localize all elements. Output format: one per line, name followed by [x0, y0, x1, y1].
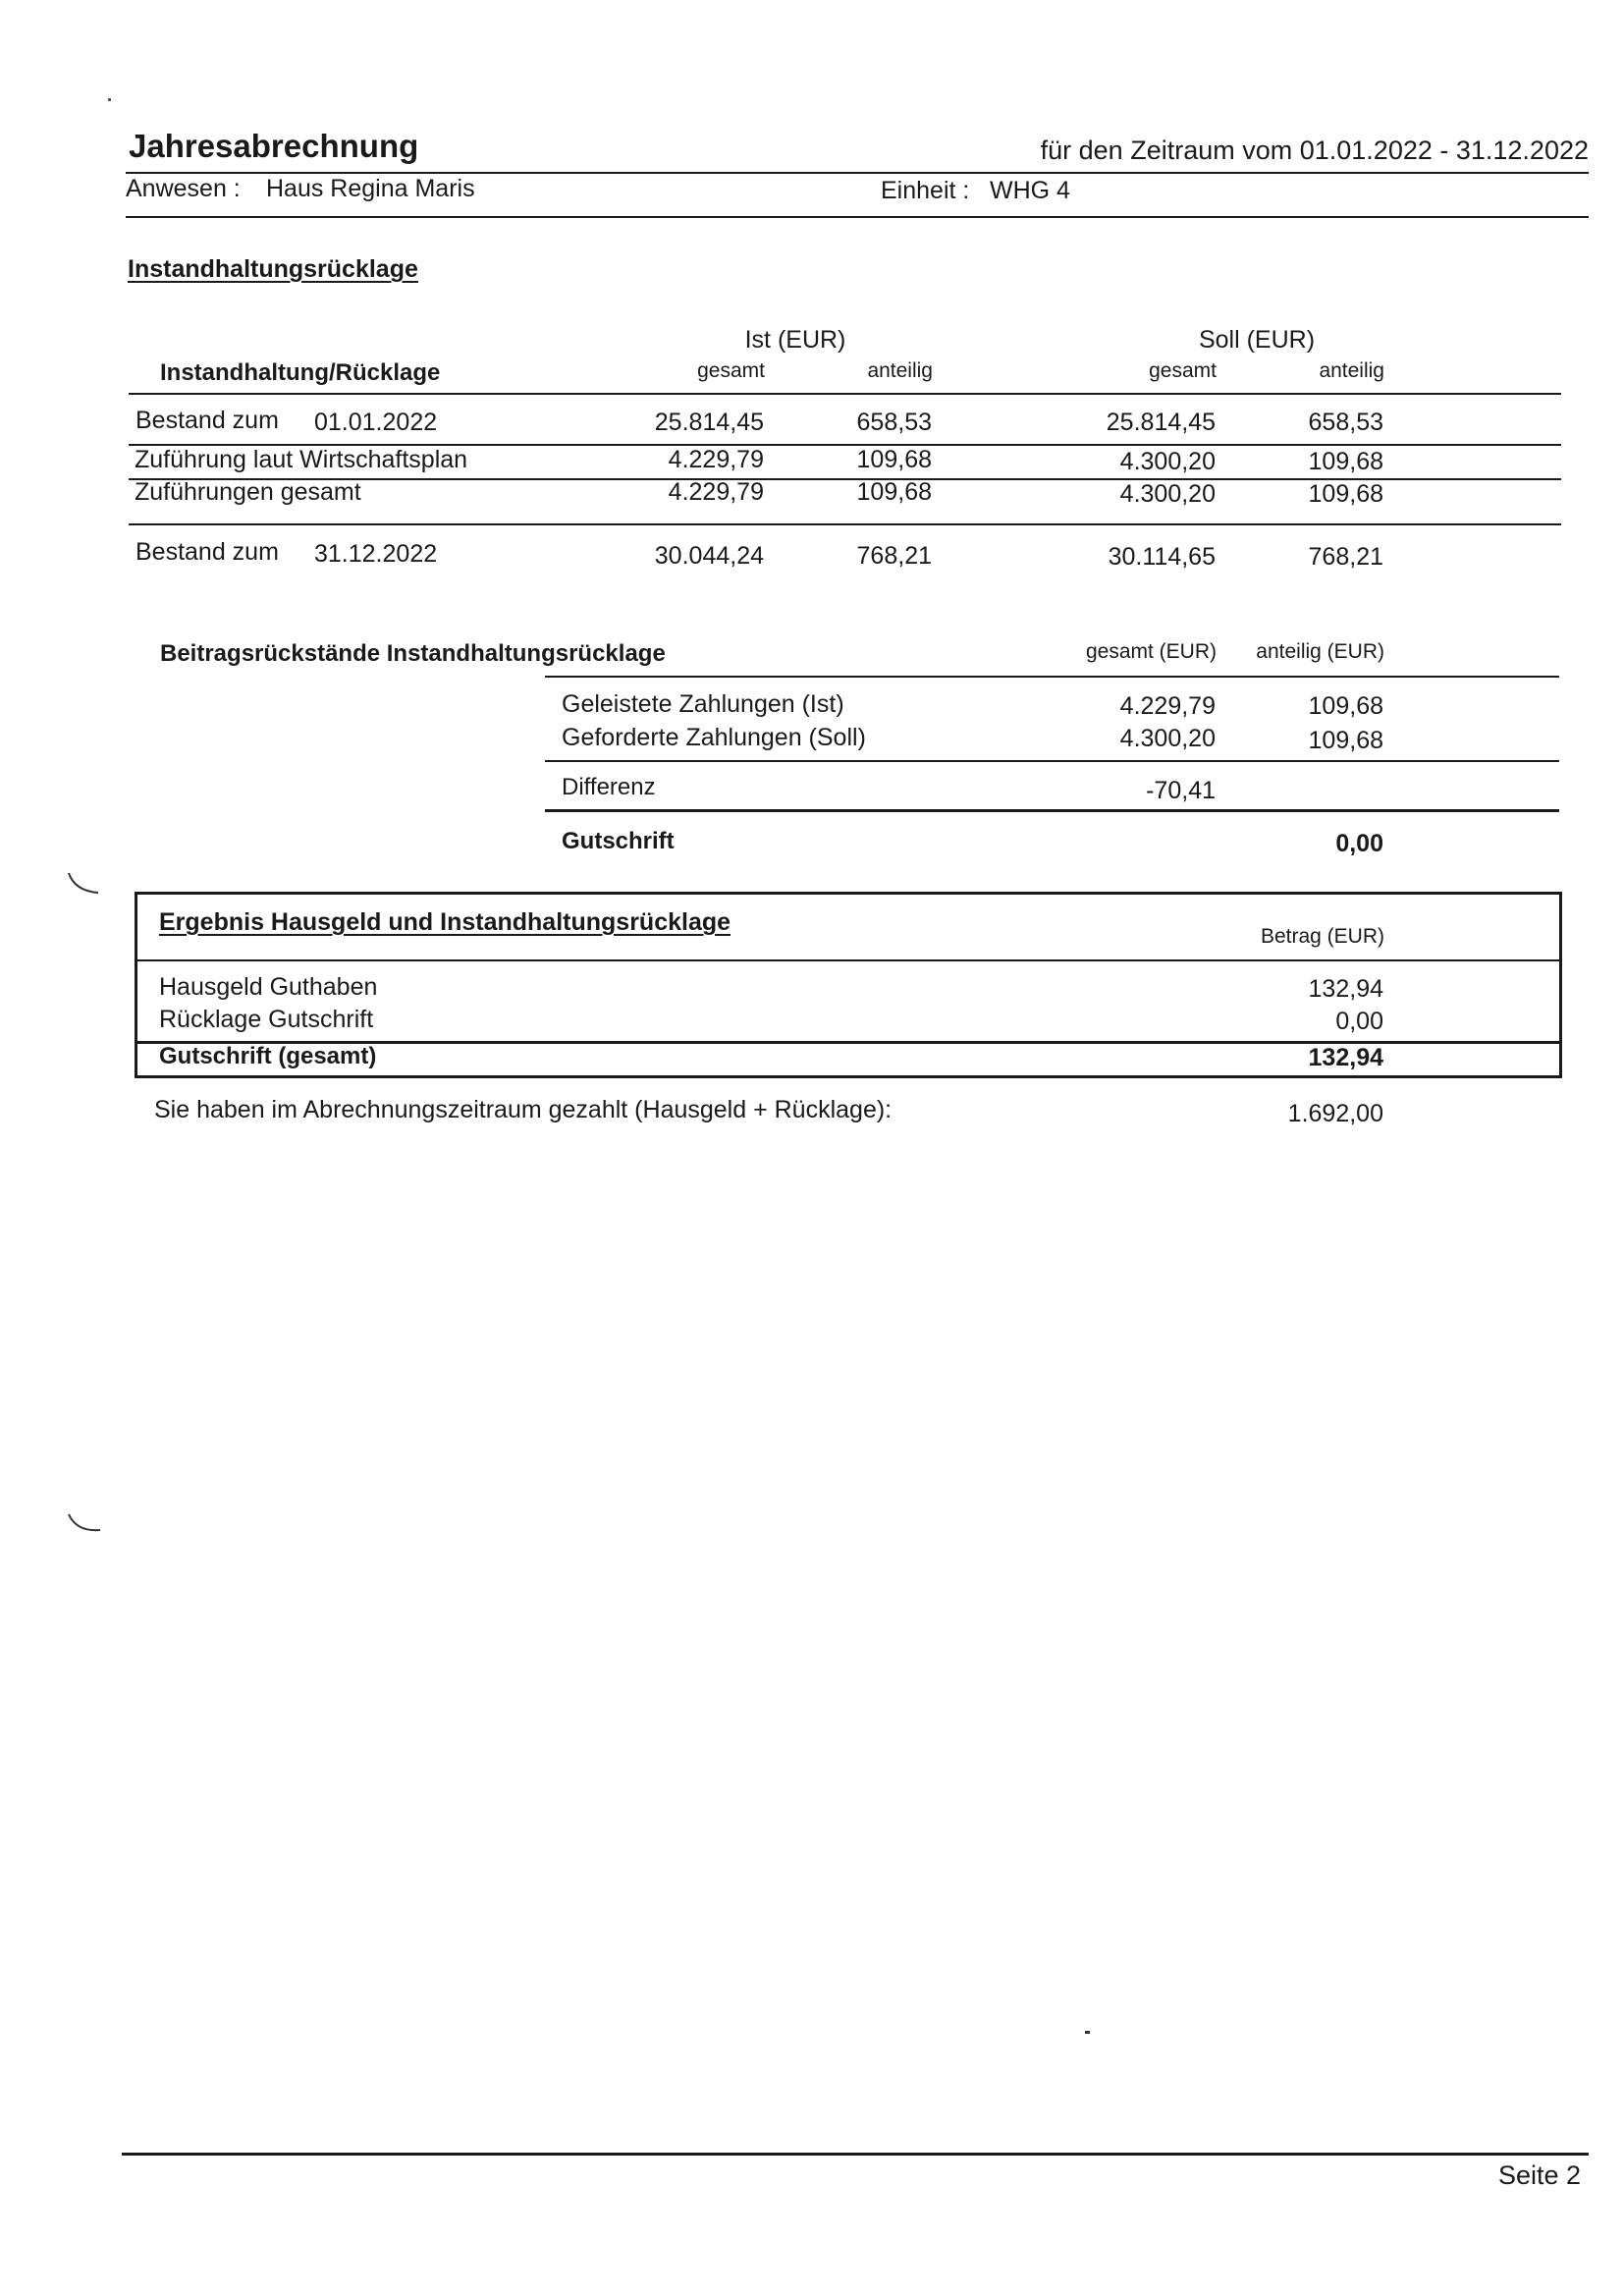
reserve-row-header: Instandhaltung/Rücklage	[160, 359, 441, 386]
arrears-title: Beitragsrückstände Instandhaltungsrücklage	[160, 640, 666, 667]
arrears-credit-label: Gutschrift	[562, 828, 675, 854]
reserve-soll-total: 4.300,20	[1119, 480, 1216, 508]
result-row-label: Rücklage Gutschrift	[159, 1006, 374, 1033]
arrears-required-share: 109,68	[1308, 727, 1383, 754]
arrears-required-label: Geforderte Zahlungen (Soll)	[562, 724, 866, 751]
result-total-value: 132,94	[1308, 1044, 1383, 1071]
reserve-row-date: 01.01.2022	[314, 409, 438, 436]
period-text: für den Zeitraum vom 01.01.2022 - 31.12.2022	[1040, 136, 1589, 165]
arrears-credit-value: 0,00	[1335, 830, 1383, 857]
reserve-ist-share: 658,53	[856, 409, 932, 436]
arrears-required-total: 4.300,20	[1119, 725, 1216, 752]
column-group-soll: Soll (EUR)	[1198, 326, 1316, 354]
result-row-value: 132,94	[1308, 975, 1383, 1003]
result-title: Ergebnis Hausgeld und Instandhaltungsrücklage	[159, 908, 731, 936]
reserve-soll-share: 768,21	[1308, 543, 1383, 571]
document-title: Jahresabrechnung	[129, 128, 419, 164]
page-number: Seite 2	[1497, 2160, 1581, 2190]
reserve-ist-total: 25.814,45	[654, 409, 764, 436]
column-group-ist: Ist (EUR)	[744, 326, 846, 354]
reserve-soll-share: 109,68	[1308, 480, 1383, 508]
reserve-rule-4	[129, 523, 1561, 525]
reserve-row-label: Bestand zum	[135, 407, 279, 434]
reserve-ist-total: 4.229,79	[668, 478, 764, 506]
section-title-reserve: Instandhaltungsrücklage	[128, 255, 418, 283]
reserve-soll-total: 30.114,65	[1108, 543, 1216, 571]
unit-label: Einheit :	[881, 177, 970, 204]
header-rule-bottom	[126, 216, 1589, 218]
reserve-row-label: Zuführungen gesamt	[135, 478, 361, 506]
reserve-ist-share: 109,68	[856, 446, 932, 473]
col-soll-share: anteilig	[1319, 359, 1384, 382]
reserve-row-date: 31.12.2022	[314, 540, 438, 568]
unit-value: WHG 4	[990, 177, 1070, 204]
reserve-row-label: Zuführung laut Wirtschaftsplan	[135, 446, 468, 473]
reserve-soll-total: 25.814,45	[1106, 409, 1216, 436]
result-row-label: Hausgeld Guthaben	[159, 973, 378, 1001]
arrears-rule-1	[545, 676, 1559, 678]
footer-rule	[122, 2153, 1589, 2156]
paid-note-text: Sie haben im Abrechnungszeitraum gezahlt (Hausgeld + Rücklage):	[154, 1096, 893, 1123]
arrears-paid-share: 109,68	[1308, 692, 1383, 720]
reserve-ist-total: 30.044,24	[654, 542, 764, 570]
arrears-difference-total: -70,41	[1146, 777, 1216, 804]
reserve-row-label: Bestand zum	[135, 538, 279, 566]
arrears-paid-label: Geleistete Zahlungen (Ist)	[562, 690, 844, 718]
col-ist-total: gesamt	[697, 359, 765, 382]
header-rule-top	[126, 172, 1589, 174]
punch-mark-top	[65, 869, 104, 899]
reserve-ist-total: 4.229,79	[668, 446, 764, 473]
scan-dot	[1085, 2031, 1090, 2034]
property-value: Haus Regina Maris	[266, 175, 475, 202]
paid-note-value: 1.692,00	[1287, 1100, 1383, 1127]
col-soll-total: gesamt	[1149, 359, 1217, 382]
result-row-value: 0,00	[1335, 1008, 1383, 1035]
reserve-soll-share: 109,68	[1308, 448, 1383, 475]
punch-mark-bottom	[65, 1510, 104, 1540]
result-total-label: Gutschrift (gesamt)	[159, 1043, 377, 1069]
reserve-soll-total: 4.300,20	[1119, 448, 1216, 475]
col-ist-share: anteilig	[867, 359, 933, 382]
arrears-rule-3	[545, 809, 1559, 812]
result-rule-1	[136, 959, 1560, 961]
arrears-difference-label: Differenz	[562, 774, 656, 800]
arrears-col-total: gesamt (EUR)	[1085, 640, 1217, 663]
scan-dot	[108, 98, 111, 101]
arrears-rule-2	[545, 760, 1559, 762]
reserve-ist-share: 109,68	[856, 478, 932, 506]
reserve-soll-share: 658,53	[1308, 409, 1383, 436]
reserve-ist-share: 768,21	[856, 542, 932, 570]
result-amount-header: Betrag (EUR)	[1260, 925, 1384, 948]
arrears-col-share: anteilig (EUR)	[1256, 640, 1384, 663]
reserve-rule-1	[129, 393, 1561, 395]
arrears-paid-total: 4.229,79	[1119, 692, 1216, 720]
property-label: Anwesen :	[126, 175, 241, 202]
